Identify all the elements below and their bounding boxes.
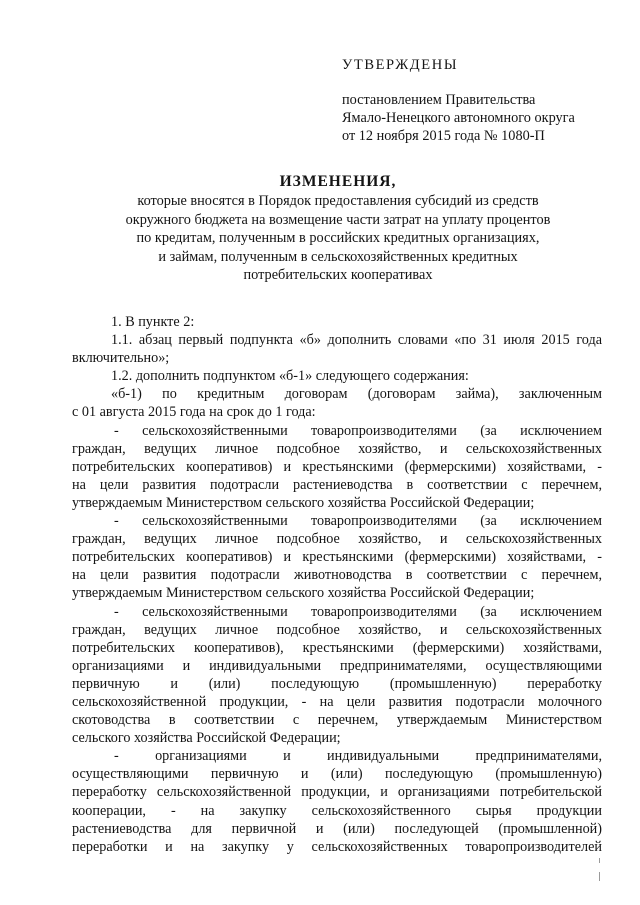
approval-line: постановлением Правительства — [342, 92, 536, 108]
approval-line: от 12 ноября 2015 года № 1080-П — [342, 128, 545, 144]
body-line: - сельскохозяйственными товаропроизводителями (за исключением — [114, 603, 602, 620]
document-body — [72, 313, 602, 856]
approval-line: Ямало-Ненецкого автономного округа — [342, 110, 575, 126]
approval-block — [342, 57, 632, 145]
body-line: граждан, ведущих личное подсобное хозяйство, и сельскохозяйственных — [72, 621, 602, 638]
body-line: 1.1. абзац первый подпункта «б» дополнить словами «по 31 июля 2015 года — [111, 332, 602, 349]
body-line: на цели развития подотрасли растениеводства в соответствии с перечнем, — [72, 476, 602, 493]
body-line: сельского хозяйства Российской Федерации; — [72, 730, 341, 747]
scan-mark — [599, 858, 600, 863]
body-line: «б-1) по кредитным договорам (договорам займа), заключенным — [111, 386, 602, 403]
body-line: на цели развития подотрасли животноводства в соответствии с перечнем, — [72, 567, 602, 584]
body-line: граждан, ведущих личное подсобное хозяйство, и сельскохозяйственных — [72, 440, 602, 457]
body-line: растениеводства для первичной и (или) последующей (промышленной) — [72, 820, 602, 837]
scan-mark — [599, 872, 600, 881]
body-line: утверждаемым Министерством сельского хозяйства Российской Федерации; — [72, 585, 535, 602]
body-line: переработку сельскохозяйственной продукции, и организациями потребительской — [72, 784, 602, 801]
body-line: утверждаемым Министерством сельского хозяйства Российской Федерации; — [72, 494, 535, 511]
body-line: скотоводства в соответствии с перечнем, утверждаемым Министерством — [72, 712, 602, 729]
body-line: 1.2. дополнить подпунктом «б-1» следующего содержания: — [111, 368, 469, 385]
body-line: - сельскохозяйственными товаропроизводителями (за исключением — [114, 422, 602, 439]
document-heading — [70, 172, 606, 285]
body-line: 1. В пункте 2: — [111, 314, 195, 330]
body-line: сельскохозяйственной продукции, - на цели развития подотрасли молочного — [72, 693, 602, 710]
body-line: организациями и индивидуальными предпринимателями, осуществляющими — [72, 657, 602, 674]
body-line: включительно»; — [72, 350, 170, 367]
body-line: кооперации, - на закупку сельскохозяйственного сырья продукции — [72, 802, 602, 819]
heading-line: и займам, полученным в сельскохозяйственных кредитных — [158, 248, 518, 265]
heading-line: по кредитам, полученным в российских кредитных организациях, — [136, 230, 540, 246]
heading-line: которые вносятся в Порядок предоставления субсидий из средств — [137, 193, 539, 209]
heading-line: окружного бюджета на возмещение части затрат на уплату процентов — [125, 211, 551, 228]
body-line: потребительских кооперативов) и крестьянскими (фермерскими) хозяйствами, - — [72, 549, 602, 566]
body-line: первичную и (или) последующую (промышленную) переработку — [72, 675, 602, 692]
body-line: - организациями и индивидуальными предпринимателями, — [114, 748, 602, 765]
body-line: граждан, ведущих личное подсобное хозяйство, и сельскохозяйственных — [72, 531, 602, 548]
body-line: с 01 августа 2015 года на срок до 1 года: — [72, 404, 316, 421]
body-line: - сельскохозяйственными товаропроизводителями (за исключением — [114, 513, 602, 530]
document-title: ИЗМЕНЕНИЯ, — [279, 173, 397, 190]
body-line: осуществляющими первичную и (или) последующую (промышленную) — [72, 766, 602, 783]
approval-title: УТВЕРЖДЕНЫ — [342, 57, 459, 73]
body-line: потребительских кооперативов), крестьянскими (фермерскими) хозяйствами, — [72, 639, 602, 656]
body-line: переработки и на закупку у сельскохозяйственных товаропроизводителей — [72, 838, 602, 855]
heading-line: потребительских кооперативах — [243, 267, 433, 283]
body-line: потребительских кооперативов) и крестьянскими (фермерскими) хозяйствами, - — [72, 458, 602, 475]
